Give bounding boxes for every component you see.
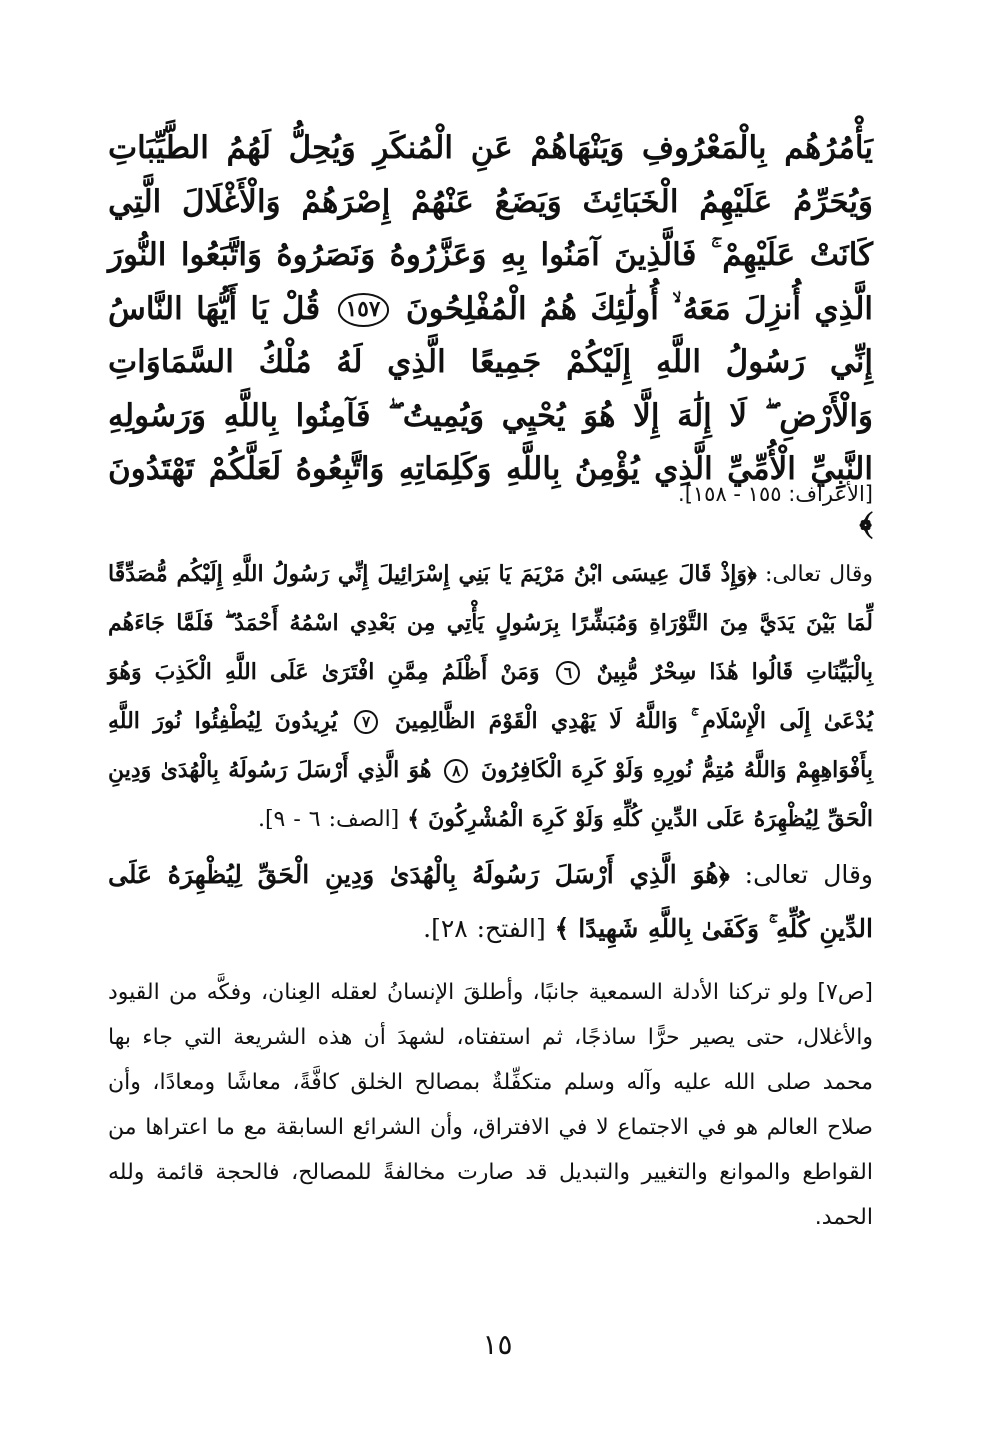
quran-open-bracket: ﴿ [747, 561, 757, 587]
verse-text-araf-157: يَأْمُرُهُم بِالْمَعْرُوفِ وَيَنْهَاهُمْ عَنِ الْمُنكَرِ وَيُحِلُّ لَهُمُ الطَّيِّبَاتِ وَيُحَرِّمُ عَلَيْهِمُ الْخَبَائِثَ وَيَضَعُ عَنْهُمْ إِصْرَهُمْ وَالْأَغْلَالَ الَّتِي كَانَتْ عَلَيْهِمْ ۚ فَالَّذِينَ آمَنُوا بِهِ وَعَزَّرُوهُ وَنَصَرُوهُ وَاتَّبَعُوا النُّورَ الَّذِي أُنزِلَ مَعَهُ ۙ أُولَٰئِكَ هُمُ الْمُفْلِحُونَ [108, 130, 874, 327]
quran-close-bracket: ﴾ [407, 806, 421, 832]
paragraph-intro: وقال تعالى: [744, 860, 873, 889]
ayah-number-7: ٧ [354, 710, 378, 735]
quran-close-bracket: ﴾ [859, 504, 873, 541]
paragraph-saff [108, 550, 873, 844]
quran-close-bracket: ﴾ [554, 914, 570, 943]
verse-text-saff-6: وَإِذْ قَالَ عِيسَى ابْنُ مَرْيَمَ يَا بَنِي إِسْرَائِيلَ إِنِّي رَسُولُ اللَّهِ إِلَيْكُم مُّصَدِّقًا لِّمَا بَيْنَ يَدَيَّ مِنَ التَّوْرَاةِ وَمُبَشِّرًا بِرَسُولٍ يَأْتِي مِن بَعْدِي اسْمُهُ أَحْمَدُ ۖ فَلَمَّا جَاءَهُم بِالْبَيِّنَاتِ قَالُوا هَٰذَا سِحْرٌ مُّبِينٌ [108, 561, 873, 685]
verse-text-saff-9: هُوَ الَّذِي أَرْسَلَ رَسُولَهُ بِالْهُدَىٰ وَدِينِ الْحَقِّ لِيُظْهِرَهُ عَلَى الدِّينِ كُلِّهِ وَلَوْ كَرِهَ الْمُشْرِكُونَ [108, 757, 873, 832]
quran-open-bracket: ﴿ [718, 860, 730, 889]
verse-text-saff-7: وَمَنْ أَظْلَمُ مِمَّنِ افْتَرَىٰ عَلَى اللَّهِ الْكَذِبَ وَهُوَ يُدْعَىٰ إِلَى الْإِسْلَامِ ۚ وَاللَّهُ لَا يَهْدِي الْقَوْمَ الظَّالِمِينَ [108, 659, 873, 734]
reference-saff: [الصف: ٦ - ٩]. [257, 807, 400, 832]
paragraph-intro: وقال تعالى: [765, 562, 873, 587]
verse-text-saff-8: يُرِيدُونَ لِيُطْفِئُوا نُورَ اللَّهِ بِأَفْوَاهِهِمْ وَاللَّهُ مُتِمُّ نُورِهِ وَلَوْ كَرِهَ الْكَافِرُونَ [108, 708, 874, 783]
page-number: ١٥ [482, 1328, 513, 1361]
reference-araf: [الأعراف: ١٥٥ - ١٥٨]. [678, 482, 873, 506]
ayah-number-157: ١٥٧ [338, 293, 389, 326]
verse-text-fath-28: هُوَ الَّذِي أَرْسَلَ رَسُولَهُ بِالْهُدَىٰ وَدِينِ الْحَقِّ لِيُظْهِرَهُ عَلَى الدِّينِ كُلِّهِ ۚ وَكَفَىٰ بِاللَّهِ شَهِيدًا [108, 860, 873, 943]
paragraph-fath [108, 848, 873, 956]
ayah-number-6: ٦ [556, 661, 580, 686]
reference-fath: [الفتح: ٢٨]. [423, 914, 546, 943]
paragraph-commentary [108, 970, 873, 1240]
ayah-number-8: ٨ [444, 759, 468, 784]
commentary-text: [ص٧] ولو تركنا الأدلة السمعية جانبًا، وأطلقَ الإنسانُ لعقله العِنان، وفكَّه من القيود والأغلال، حتى يصير حرًّا ساذجًا، ثم استفتاه، لشهدَ أن هذه الشريعة التي جاء بها محمد صلى الله عليه وآله وسلم متكفِّلةٌ بمصالح الخلق كافَّةً، معاشًا ومعادًا، وأن صلاح العالم هو في الاجتماع لا في الافتراق، وأن الشرائع السابقة مع ما اعتراها من القواطع والموانع والتغيير والتبديل قد صارت مخالفةً للمصالح، فالحجة قائمة ولله الحمد. [108, 980, 873, 1230]
verse-text-araf-158: قُلْ يَا أَيُّهَا النَّاسُ إِنِّي رَسُولُ اللَّهِ إِلَيْكُمْ جَمِيعًا الَّذِي لَهُ مُلْكُ السَّمَاوَاتِ وَالْأَرْضِ ۖ لَا إِلَٰهَ إِلَّا هُوَ يُحْيِي وَيُمِيتُ ۖ فَآمِنُوا بِاللَّهِ وَرَسُولِهِ النَّبِيِّ الْأُمِّيِّ الَّذِي يُؤْمِنُ بِاللَّهِ وَكَلِمَاتِهِ وَاتَّبِعُوهُ لَعَلَّكُمْ تَهْتَدُونَ [108, 290, 873, 487]
